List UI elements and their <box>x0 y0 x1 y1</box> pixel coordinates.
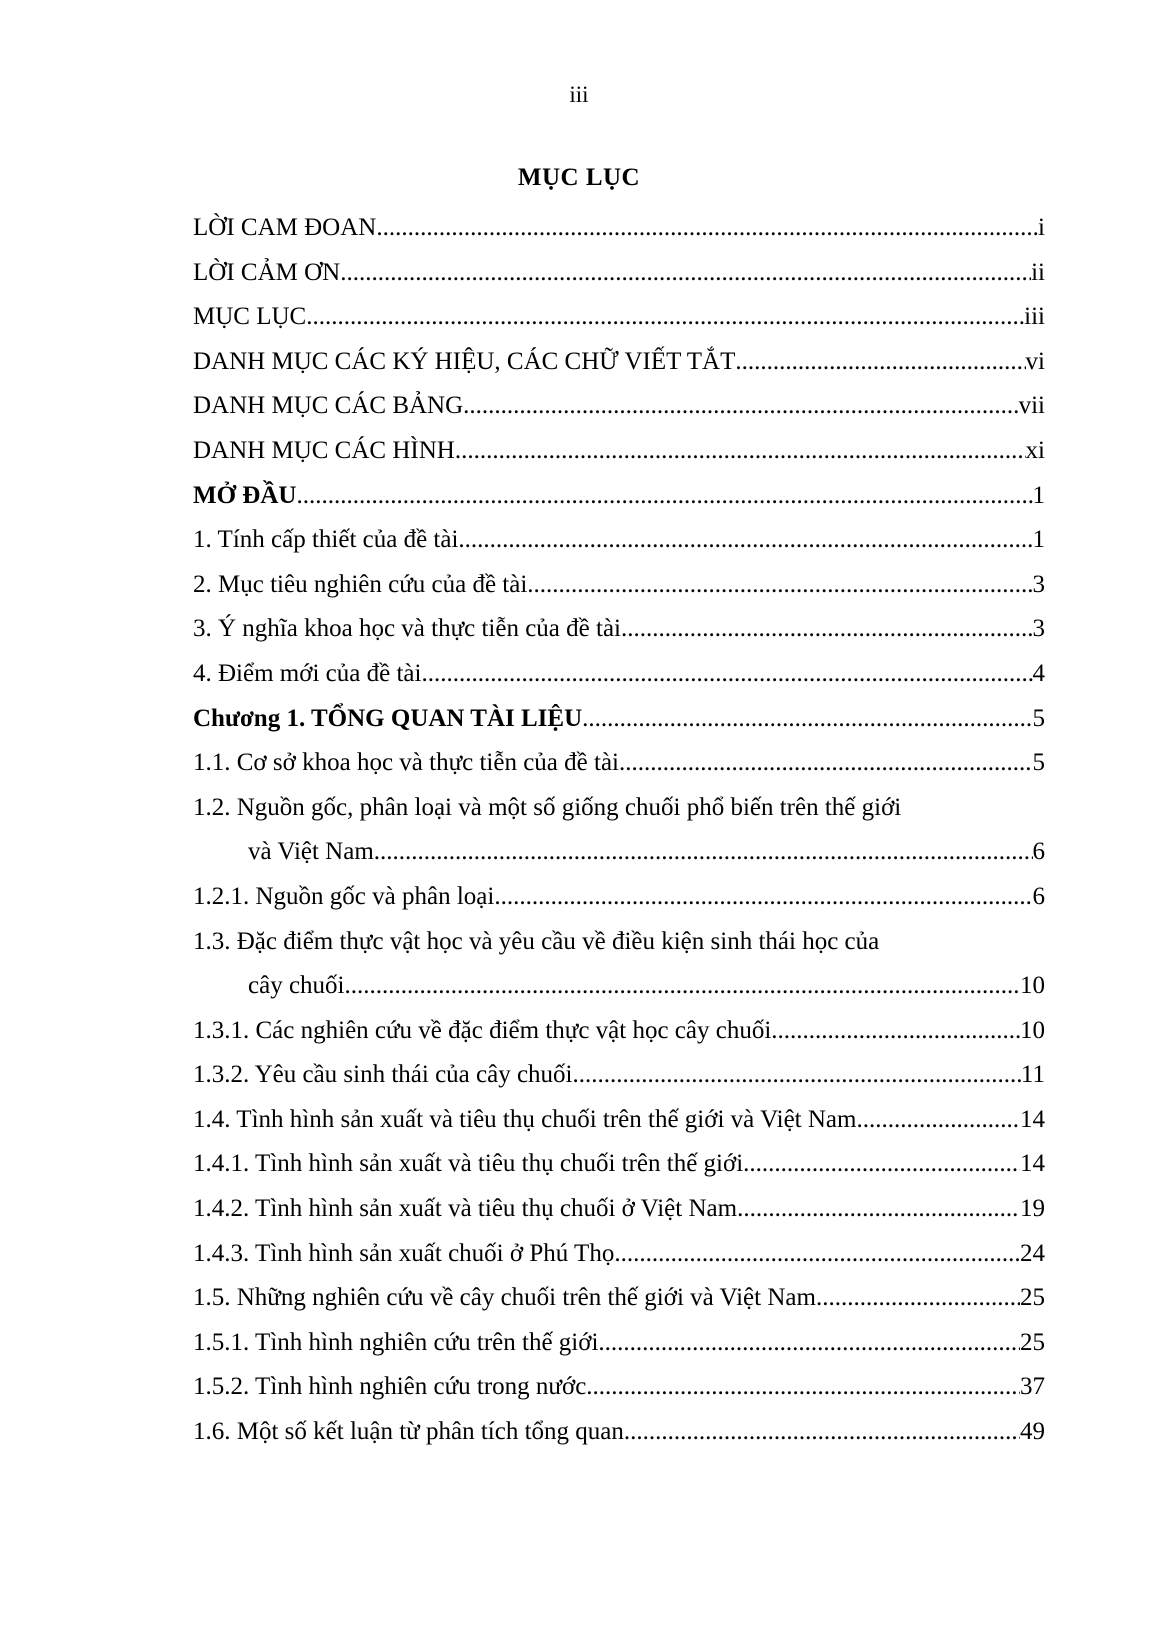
toc-entry[interactable] <box>193 1232 1045 1277</box>
dot-leader <box>737 1187 1020 1232</box>
toc-entry-label: DANH MỤC CÁC BẢNG <box>193 392 464 420</box>
toc-entry-label: 1.3.2. Yêu cầu sinh thái của cây chuối <box>193 1061 573 1089</box>
toc-entry-label-continued: và Việt Nam <box>248 838 374 866</box>
dot-leader <box>743 1142 1020 1187</box>
toc-entry-page: vii <box>1018 392 1045 420</box>
dot-leader <box>598 1321 1020 1366</box>
dot-leader <box>340 251 1031 296</box>
toc-entry[interactable] <box>193 518 1045 563</box>
dot-leader <box>621 607 1033 652</box>
toc-entry-page: 11 <box>1020 1061 1045 1089</box>
toc-entry-page: 3 <box>1032 570 1045 598</box>
toc-entry-label: 1.5.1. Tình hình nghiên cứu trên thế giới <box>193 1328 599 1356</box>
dot-leader <box>771 1009 1020 1054</box>
dot-leader <box>856 1098 1020 1143</box>
toc-entry-continuation <box>193 830 1045 875</box>
toc-entry[interactable] <box>193 697 1045 742</box>
dot-leader <box>624 1410 1020 1455</box>
toc-entry-page: 10 <box>1020 1016 1045 1044</box>
toc-entry-label: LỜI CAM ĐOAN <box>193 214 377 241</box>
toc-entry-page: 25 <box>1020 1284 1045 1312</box>
dot-leader <box>376 206 1038 251</box>
toc-entry-page: vi <box>1025 347 1045 375</box>
dot-leader <box>527 563 1032 608</box>
toc-entry[interactable] <box>193 429 1045 474</box>
dot-leader <box>586 1365 1020 1410</box>
toc-entry-page: ii <box>1031 258 1045 286</box>
toc-entry-page: 5 <box>1032 749 1045 777</box>
toc-entry[interactable] <box>193 1365 1045 1410</box>
toc-entry-label: 1.4. Tình hình sản xuất và tiêu thụ chuối trên thế giới và Việt Nam <box>193 1105 857 1133</box>
toc-entry[interactable] <box>193 251 1045 296</box>
toc-entry-label: 1.3. Đặc điểm thực vật học và yêu cầu về điều kiện sinh thái học của <box>193 927 880 955</box>
toc-entry[interactable] <box>193 474 1045 519</box>
toc-entry[interactable] <box>193 206 1045 251</box>
dot-leader <box>421 652 1032 697</box>
toc-entry-page: 5 <box>1032 704 1045 732</box>
toc-entry-label: MỞ ĐẦU <box>193 481 297 509</box>
toc-entry-page: 1 <box>1032 526 1045 554</box>
dot-leader <box>582 697 1032 742</box>
dot-leader <box>614 1232 1020 1277</box>
dot-leader <box>374 830 1033 875</box>
toc-entry-label: 1.4.2. Tình hình sản xuất và tiêu thụ chuối ở Việt Nam <box>193 1195 738 1223</box>
dot-leader <box>494 875 1032 920</box>
toc-entry-label: 1.6. Một số kết luận từ phân tích tổng quan <box>193 1418 624 1446</box>
toc-entry-label: 1.2.1. Nguồn gốc và phân loại <box>193 882 495 910</box>
toc-entry-page: xi <box>1025 436 1045 464</box>
toc-entry-page: 10 <box>1020 972 1045 1000</box>
toc-entry-label-continued: cây chuối <box>248 972 345 1000</box>
toc-entry-page: 24 <box>1020 1239 1045 1267</box>
toc-entry-page: iii <box>1024 303 1045 331</box>
toc-entry[interactable] <box>193 786 1045 875</box>
dot-leader <box>816 1276 1020 1321</box>
toc-entry-continuation <box>193 964 1045 1009</box>
toc-entry[interactable] <box>193 1276 1045 1321</box>
toc-entry-page: 1 <box>1032 481 1045 509</box>
table-of-contents <box>193 206 1045 1455</box>
toc-title: MỤC LỤC <box>517 164 641 191</box>
toc-entry[interactable] <box>193 384 1045 429</box>
toc-entry-page: i <box>1038 214 1045 241</box>
dot-leader <box>458 518 1032 563</box>
toc-entry-label: 1. Tính cấp thiết của đề tài <box>193 526 459 554</box>
toc-entry-label: 1.4.3. Tình hình sản xuất chuối ở Phú Thọ <box>193 1239 615 1267</box>
toc-entry[interactable] <box>193 295 1045 340</box>
toc-entry-page: 37 <box>1020 1373 1045 1401</box>
toc-entry[interactable] <box>193 741 1045 786</box>
dot-leader <box>735 340 1025 385</box>
toc-entry[interactable] <box>193 1321 1045 1366</box>
toc-entry-label: MỤC LỤC <box>193 303 307 331</box>
dot-leader <box>306 295 1024 340</box>
toc-entry-page: 14 <box>1020 1150 1045 1178</box>
dot-leader <box>463 384 1018 429</box>
toc-entry[interactable] <box>193 920 1045 1009</box>
toc-entry-label: 1.5. Những nghiên cứu về cây chuối trên thế giới và Việt Nam <box>193 1284 816 1312</box>
toc-entry[interactable] <box>193 340 1045 385</box>
toc-entry[interactable] <box>193 1410 1045 1455</box>
toc-entry-page: 6 <box>1032 882 1045 910</box>
dot-leader <box>344 964 1020 1009</box>
toc-entry[interactable] <box>193 1187 1045 1232</box>
toc-entry-page: 25 <box>1020 1328 1045 1356</box>
dot-leader <box>573 1053 1021 1098</box>
toc-entry[interactable] <box>193 1053 1045 1098</box>
toc-entry-label: DANH MỤC CÁC HÌNH <box>193 436 455 464</box>
toc-entry-label: 4. Điểm mới của đề tài <box>193 659 422 687</box>
toc-entry[interactable] <box>193 1098 1045 1143</box>
toc-entry-label: 2. Mục tiêu nghiên cứu của đề tài <box>193 570 528 598</box>
toc-entry[interactable] <box>193 875 1045 920</box>
dot-leader <box>619 741 1033 786</box>
toc-entry[interactable] <box>193 563 1045 608</box>
toc-entry-page: 6 <box>1032 838 1045 866</box>
toc-entry-page: 3 <box>1032 615 1045 643</box>
toc-entry-label: DANH MỤC CÁC KÝ HIỆU, CÁC CHỮ VIẾT TẮT <box>193 347 736 375</box>
toc-entry-page: 14 <box>1020 1105 1045 1133</box>
toc-entry[interactable] <box>193 652 1045 697</box>
toc-entry[interactable] <box>193 1142 1045 1187</box>
toc-entry-label: 1.3.1. Các nghiên cứu về đặc điểm thực vật học cây chuối <box>193 1016 772 1044</box>
toc-entry-page: 4 <box>1032 659 1045 687</box>
toc-entry-page: 19 <box>1020 1195 1045 1223</box>
toc-entry-label: 1.2. Nguồn gốc, phân loại và một số giống chuối phổ biến trên thế giới <box>193 793 902 821</box>
toc-entry[interactable] <box>193 607 1045 652</box>
dot-leader <box>296 474 1032 519</box>
toc-entry-label: 1.5.2. Tình hình nghiên cứu trong nước <box>193 1373 587 1401</box>
toc-entry-label: 3. Ý nghĩa khoa học và thực tiễn của đề tài <box>193 615 621 643</box>
toc-entry[interactable] <box>193 1009 1045 1054</box>
toc-entry-page: 49 <box>1020 1418 1045 1446</box>
page-number: iii <box>569 82 589 107</box>
toc-entry-label: LỜI CẢM ƠN <box>193 258 341 286</box>
dot-leader <box>455 429 1026 474</box>
toc-entry-label: Chương 1. TỔNG QUAN TÀI LIỆU <box>193 704 583 732</box>
toc-entry-label: 1.1. Cơ sở khoa học và thực tiễn của đề tài <box>193 749 619 777</box>
toc-entry-label: 1.4.1. Tình hình sản xuất và tiêu thụ chuối trên thế giới <box>193 1150 744 1178</box>
